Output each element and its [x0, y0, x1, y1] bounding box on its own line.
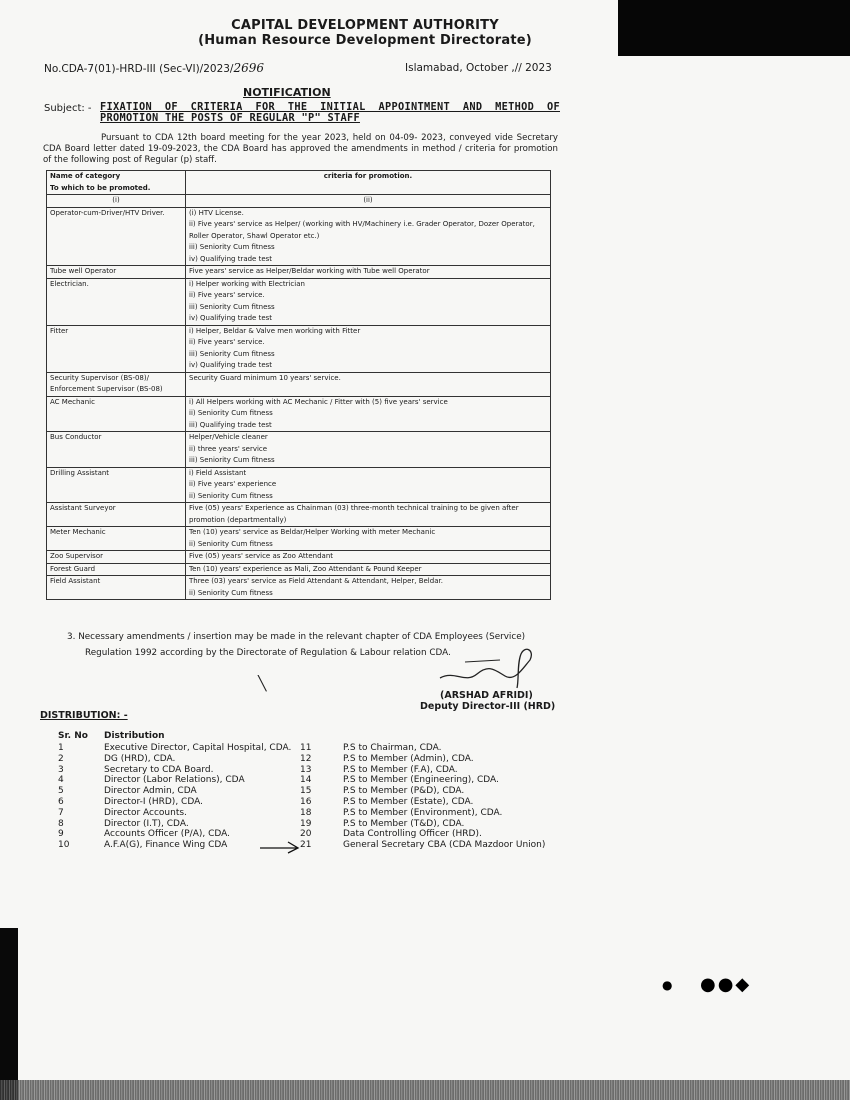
- roman-i: (i): [47, 195, 186, 208]
- category-cell: Field Assistant: [47, 576, 186, 600]
- table-row: [47, 563, 551, 576]
- category-cell: Meter Mechanic: [47, 527, 186, 551]
- category-cell: Electrician.: [47, 278, 186, 325]
- scan-speck: ●: [662, 978, 673, 992]
- criteria-line: (i) HTV License.: [189, 208, 244, 217]
- criteria-cell: [186, 503, 551, 527]
- scan-specks: ●●◆: [700, 974, 752, 995]
- list-item: Executive Director, Capital Hospital, CDA.: [104, 743, 292, 753]
- criteria-cell: [186, 467, 551, 503]
- criteria-line: iii) Seniority Cum fitness: [189, 456, 275, 464]
- criteria-line: Security Guard minimum 10 years' service.: [189, 373, 341, 382]
- criteria-cell: [186, 563, 551, 576]
- criteria-line: iii) Seniority Cum fitness: [189, 349, 275, 358]
- criteria-line: iii) Seniority Cum fitness: [189, 302, 275, 311]
- list-item: 20: [300, 829, 312, 840]
- table-row: [47, 467, 551, 503]
- criteria-line: Helper/Vehicle cleaner: [189, 433, 268, 441]
- header-criteria: criteria for promotion.: [186, 171, 551, 195]
- list-item: 4: [58, 775, 64, 786]
- list-item: P.S to Member (P&D), CDA.: [343, 786, 465, 797]
- list-item: Data Controlling Officer (HRD).: [343, 829, 482, 840]
- list-item: General Secretary CBA (CDA Mazdoor Union): [343, 840, 546, 851]
- list-item: 2: [58, 753, 64, 764]
- criteria-line: Five years' service as Helper/Beldar working with Tube well Operator: [189, 267, 430, 275]
- list-item: 21: [300, 840, 312, 851]
- criteria-cell: [186, 207, 551, 266]
- criteria-line: ii) Seniority Cum fitness: [189, 491, 273, 500]
- criteria-cell: [186, 396, 551, 432]
- criteria-cell: [186, 527, 551, 551]
- list-item: Secretary to CDA Board.: [104, 764, 214, 775]
- roman-ii: (ii): [186, 195, 551, 208]
- criteria-cell: [186, 325, 551, 372]
- distribution-header-name: Distribution: [104, 731, 165, 741]
- list-item: 6: [58, 796, 64, 807]
- list-item: 12: [300, 753, 312, 764]
- paragraph-3-line1: 3. Necessary amendments / insertion may be made in the relevant chapter of CDA Employees (Service): [67, 632, 526, 642]
- criteria-cell: [186, 576, 551, 600]
- criteria-line: iv) Qualifying trade test: [189, 361, 273, 369]
- distribution-left-names: [104, 743, 291, 851]
- category-cell: Bus Conductor: [47, 432, 186, 468]
- list-item: 7: [58, 807, 64, 818]
- criteria-cell: [186, 372, 551, 396]
- table-row: [47, 432, 551, 468]
- criteria-line: Three (03) years' service as Field Attendant & Attendant, Helper, Beldar.: [189, 577, 443, 585]
- criteria-line: Five (05) years' service as Zoo Attendant: [189, 552, 334, 560]
- list-item: Director-I (HRD), CDA.: [104, 796, 203, 807]
- category-cell: AC Mechanic: [47, 396, 186, 432]
- criteria-line: i) Helper, Beldar & Valve men working with Fitter: [189, 326, 361, 335]
- criteria-cell: [186, 551, 551, 564]
- distribution-left-numbers: [58, 743, 69, 851]
- list-item: P.S to Member (F.A), CDA.: [343, 764, 458, 775]
- table-row: [47, 372, 551, 396]
- list-item: 1: [58, 743, 64, 753]
- table-row: [47, 576, 551, 600]
- criteria-line: ii) Five years' service as Helper/ (working with HV/Machinery i.e. Grader Operator, Dozer Operator, Roller Operator, Shawl Operator etc.): [189, 220, 535, 240]
- criteria-cell: [186, 266, 551, 279]
- list-item: 11: [300, 743, 312, 753]
- body-paragraph: Pursuant to CDA 12th board meeting for the year 2023, held on 04-09- 2023, conveyed vide Secretary CDA Board letter dated 19-09-2023, the CDA Board has approved the amendments in method / criteria for promotion of the following post of Regular (p) staff.: [43, 133, 558, 165]
- signatory-title: Deputy Director-III (HRD): [420, 701, 556, 712]
- directorate-title: (Human Resource Development Directorate): [198, 33, 532, 48]
- list-item: Director (I.T), CDA.: [104, 818, 189, 829]
- list-item: P.S to Chairman, CDA.: [343, 743, 442, 753]
- list-item: 19: [300, 818, 312, 829]
- criteria-line: Ten (10) years' service as Beldar/Helper Working with meter Mechanic: [189, 528, 436, 536]
- list-item: Director Accounts.: [104, 807, 187, 818]
- table-row: [47, 207, 551, 266]
- list-item: P.S to Member (T&D), CDA.: [343, 818, 465, 829]
- criteria-line: iv) Qualifying trade test: [189, 314, 273, 322]
- list-item: P.S to Member (Admin), CDA.: [343, 753, 474, 764]
- criteria-line: ii) Seniority Cum fitness: [189, 409, 273, 417]
- subject-label: Subject: -: [44, 103, 92, 114]
- table-row: [47, 325, 551, 372]
- list-item: P.S to Member (Estate), CDA.: [343, 796, 474, 807]
- notification-heading: NOTIFICATION: [243, 86, 331, 99]
- distribution-right-numbers: [300, 743, 311, 851]
- list-item: 13: [300, 764, 312, 775]
- list-item: DG (HRD), CDA.: [104, 753, 176, 764]
- table-row: [47, 527, 551, 551]
- criteria-line: iv) Qualifying trade test: [189, 254, 273, 263]
- list-item: A.F.A(G), Finance Wing CDA: [104, 840, 228, 851]
- table-row: [47, 551, 551, 564]
- distribution-title: DISTRIBUTION: -: [40, 710, 128, 721]
- check-mark-icon: ╲: [258, 676, 267, 692]
- category-cell: Security Supervisor (BS-08)/ Enforcement Supervisor (BS-08): [47, 372, 186, 396]
- list-item: 18: [300, 807, 312, 818]
- scan-bottom-strip: [0, 1080, 850, 1100]
- table-row: [47, 266, 551, 279]
- subject-text: FIXATION OF CRITERIA FOR THE INITIAL APPOINTMENT AND METHOD OF PROMOTION THE POSTS OF REGULAR "P" STAFF: [100, 101, 560, 124]
- criteria-line: ii) three years' service: [189, 444, 268, 453]
- list-item: 9: [58, 829, 64, 840]
- table-row: [47, 278, 551, 325]
- criteria-line: ii) Five years' service.: [189, 291, 265, 299]
- list-item: 15: [300, 786, 312, 797]
- criteria-line: ii) Five years' service.: [189, 338, 265, 346]
- criteria-line: i) All Helpers working with AC Mechanic / Fitter with (5) five years' service: [189, 397, 448, 406]
- signature-scribble: [435, 640, 545, 690]
- list-item: 5: [58, 786, 64, 797]
- criteria-table: [46, 170, 551, 600]
- criteria-cell: [186, 432, 551, 468]
- list-item: 16: [300, 796, 312, 807]
- list-item: P.S to Member (Environment), CDA.: [343, 807, 503, 818]
- criteria-line: iii) Qualifying trade test: [189, 420, 272, 429]
- list-item: 3: [58, 764, 64, 775]
- category-cell: Zoo Supervisor: [47, 551, 186, 564]
- scan-dark-edge: [0, 928, 18, 1100]
- arrow-icon: [258, 840, 302, 854]
- criteria-line: Five (05) years' Experience as Chainman (03) three-month technical training to be given after promotion (departmentally): [189, 504, 519, 524]
- handwritten-number: 2696: [233, 61, 265, 75]
- table-row: [47, 503, 551, 527]
- criteria-line: ii) Seniority Cum fitness: [189, 539, 273, 548]
- category-cell: Operator-cum-Driver/HTV Driver.: [47, 207, 186, 266]
- distribution-header-sr: Sr. No: [58, 731, 88, 741]
- list-item: 14: [300, 775, 312, 786]
- criteria-line: iii) Seniority Cum fitness: [189, 243, 275, 251]
- category-cell: Fitter: [47, 325, 186, 372]
- list-item: P.S to Member (Engineering), CDA.: [343, 775, 499, 786]
- criteria-line: ii) Five years' experience: [189, 480, 277, 488]
- distribution-right-names: [343, 743, 545, 851]
- list-item: 8: [58, 818, 64, 829]
- list-item: Director (Labor Relations), CDA: [104, 775, 245, 786]
- reference-number: No.CDA-7(01)-HRD-III (Sec-VI)/2023/2696: [44, 61, 265, 75]
- header-category: Name of category To which to be promoted.: [47, 171, 186, 195]
- criteria-line: ii) Seniority Cum fitness: [189, 588, 273, 597]
- criteria-line: i) Field Assistant: [189, 468, 247, 477]
- place-date: Islamabad, October ,// 2023: [405, 62, 552, 74]
- category-cell: Assistant Surveyor: [47, 503, 186, 527]
- category-cell: Drilling Assistant: [47, 467, 186, 503]
- signatory-name: (ARSHAD AFRIDI): [440, 690, 533, 701]
- list-item: 10: [58, 840, 70, 851]
- criteria-line: i) Helper working with Electrician: [189, 279, 305, 288]
- table-header-row: [47, 171, 551, 195]
- list-item: Director Admin, CDA: [104, 786, 197, 797]
- paragraph-3-line2: Regulation 1992 according by the Directorate of Regulation & Labour relation CDA.: [85, 648, 451, 658]
- list-item: Accounts Officer (P/A), CDA.: [104, 829, 230, 840]
- table-row: [47, 396, 551, 432]
- org-title: CAPITAL DEVELOPMENT AUTHORITY: [231, 18, 499, 33]
- criteria-line: Ten (10) years' experience as Mali, Zoo Attendant & Pound Keeper: [189, 564, 422, 573]
- category-cell: Forest Guard: [47, 563, 186, 576]
- table-roman-row: [47, 195, 551, 208]
- criteria-cell: [186, 278, 551, 325]
- category-cell: Tube well Operator: [47, 266, 186, 279]
